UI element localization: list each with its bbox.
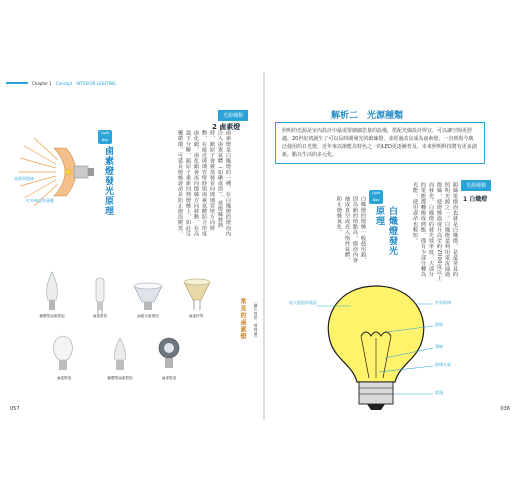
bulb-caption-7: 鹵素燈泡 bbox=[161, 376, 177, 380]
bulb-caption-4: 鹵素杯燈 bbox=[188, 314, 204, 318]
running-head-chapter: Chapter 1 bbox=[32, 80, 52, 86]
tip-badge-right bbox=[369, 190, 383, 204]
book-spread bbox=[6, 72, 514, 420]
bulb-photo-2 bbox=[92, 276, 108, 316]
running-head-section: Concept bbox=[55, 80, 73, 86]
left-page-number: 057 bbox=[10, 406, 20, 412]
right-page-number: 036 bbox=[500, 406, 510, 412]
diagram-title: 鹵素燈發光原理 bbox=[103, 146, 113, 216]
bulb-label-glass: 外殼玻璃 bbox=[435, 300, 451, 305]
bulb-label-filament: 燈絲 bbox=[435, 322, 443, 327]
tip-badge bbox=[98, 130, 112, 144]
incandescent-diagram bbox=[311, 282, 441, 414]
lamp-socket-icon bbox=[74, 166, 88, 178]
bulbs-title: 常見的鹵素燈 bbox=[239, 298, 246, 340]
halogen-body-text: 鹵素燈是白熾燈的一種，在白熾燈的燈泡內注入鹵素氣體（如碘或溴），當燈絲發熱時，鎢原子會被蒸發並向玻璃管壁方向移動，在接近玻璃管壁時與鹵素氣體結合形成鹵化鎢，鹵化鎢會再向燈絲方向移動，在高溫下分解，鎢原子重新回到燈絲上，如此反覆循環，可延長燈絲壽命並防止燈泡變黑。 bbox=[177, 130, 231, 237]
right-section-title: 解析二 光源種類 bbox=[331, 111, 404, 121]
bulb-photo-7 bbox=[152, 336, 186, 374]
lightbulb-icon: Light Box bbox=[371, 191, 381, 202]
bulb-label-support: 玻璃支架 bbox=[435, 362, 451, 367]
bulb-photo-6 bbox=[110, 336, 130, 376]
bulb-label-current: 流入燈泡的電流 bbox=[289, 300, 317, 305]
bulb-caption-6: 蠟燭型鹵素燈泡 bbox=[107, 376, 133, 380]
bulb-caption-2: 鹵素燈管 bbox=[92, 314, 108, 318]
section-subtitle: 2 鹵素燈 bbox=[212, 123, 241, 131]
bulb-label-wire: 導線 bbox=[435, 344, 443, 349]
right-section-subtitle: 1 白熾燈 bbox=[463, 196, 488, 203]
bulb-caption-3: 鹵素反射燈泡 bbox=[137, 314, 159, 318]
bulb-base-icon bbox=[359, 382, 393, 404]
bulb-photo-3 bbox=[130, 280, 166, 314]
halogen-diagram bbox=[14, 124, 100, 224]
right-diagram-title: 白熾燈發光原理 bbox=[374, 206, 397, 256]
lightbulb-icon: Light Box bbox=[100, 131, 110, 142]
running-head bbox=[6, 78, 116, 88]
bulb-photo-1 bbox=[42, 270, 62, 314]
bulb-photo-5 bbox=[50, 334, 76, 374]
bulb-label-cap: 燈頭 bbox=[435, 390, 443, 395]
running-head-bar bbox=[6, 82, 28, 84]
bulbs-credit: （圖片提供：飛利浦） bbox=[254, 300, 258, 340]
running-head-tail: INTERIOR LIGHTING bbox=[76, 80, 116, 86]
light-rays bbox=[18, 138, 58, 206]
bulb-caption-1: 蠟燭型鹵素燈泡 bbox=[39, 314, 65, 318]
incandescent-body-text: 鎢絲電燈泡也就是白熾燈，是最常見的照明光源之一。白熾燈是利用電流通過燈絲，使燈絲溫度升高至約2000度以上而發光。白熾燈的發光效率低，大部分的電能都轉換成熱能，僅有少部分轉為光能，使用壽命也較短。 bbox=[412, 182, 458, 281]
incandescent-note: 白熾燈的燈絲一般使用鎢，因為鎢的熔點高，燈泡內會抽成真空或充入惰性氣體，防止燈絲氧化。 bbox=[336, 196, 366, 264]
left-page bbox=[6, 72, 262, 420]
bulb-photo-4 bbox=[182, 278, 212, 314]
filament-icon bbox=[65, 169, 71, 175]
section-tag: 光源種類 bbox=[218, 110, 248, 121]
bulb-caption-5: 鹵素燈泡 bbox=[56, 376, 72, 380]
diagram-label-ir-film: 紅外線反射薄膜 bbox=[26, 198, 54, 203]
right-page bbox=[265, 72, 514, 420]
intro-box: 照明的光源是室內設計中最需要細細思量的設備，搭配光線設計得宜，可以讓空間更舒適。20世紀初誕生了可以長時間發光的鎢絲燈，並經過改良成為鹵素燈，一直到現今廣泛使用的日光燈，近年來以節能為特色之一的LED更逐漸普及，未來照明科技將有更多創新，點亮生活的多元化。 bbox=[275, 122, 485, 164]
diagram-label-filament: 鹵素燈燈絲 bbox=[14, 176, 34, 181]
right-section-tag: 光源種類 bbox=[461, 180, 491, 191]
